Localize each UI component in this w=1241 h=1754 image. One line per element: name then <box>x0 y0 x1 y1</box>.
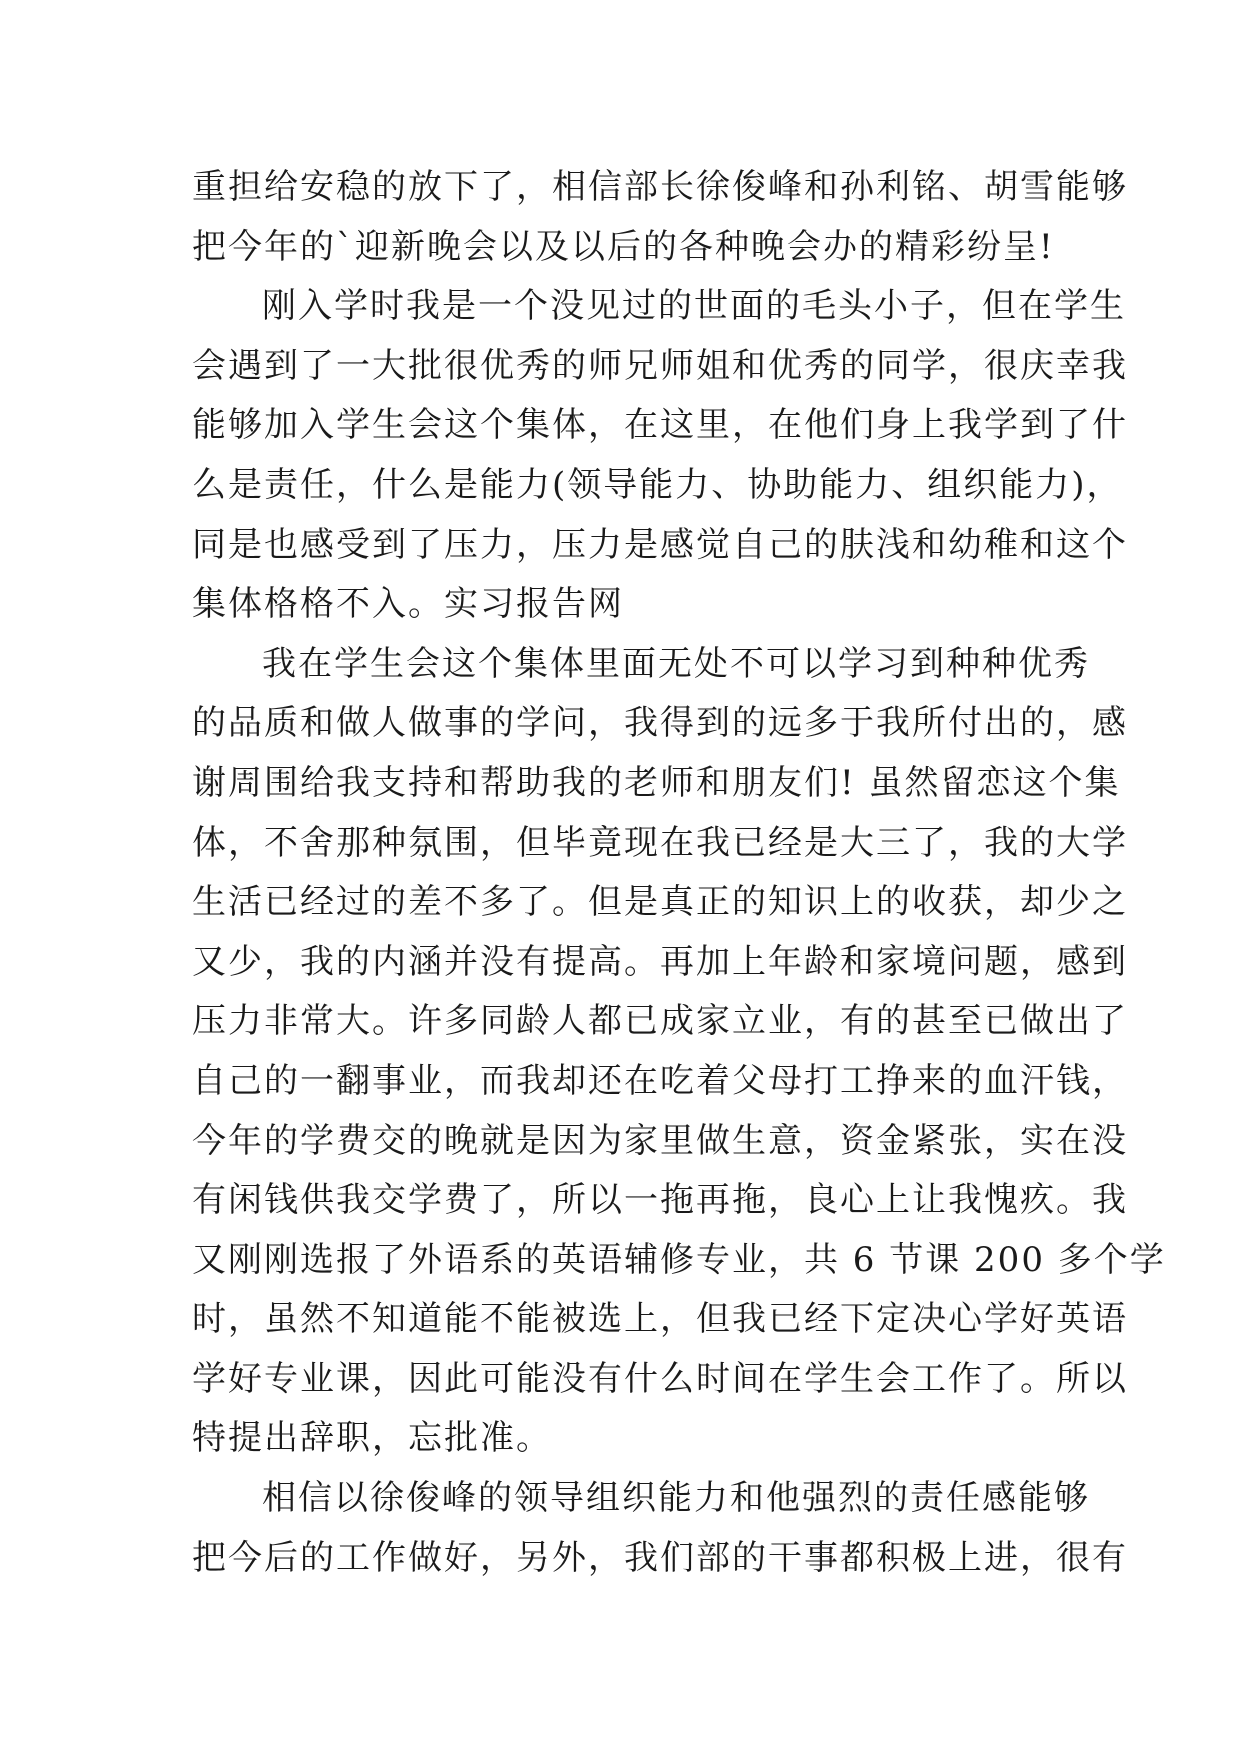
document-body <box>192 158 1166 1588</box>
paragraph-line: 生活已经过的差不多了。但是真正的知识上的收获，却少之 <box>192 882 1128 923</box>
paragraph-line: 时，虽然不知道能不能被选上，但我已经下定决心学好英语 <box>192 1299 1128 1340</box>
paragraph-line: 的品质和做人做事的学问，我得到的远多于我所付出的，感 <box>192 703 1128 744</box>
paragraph-first-line: 刚入学时我是一个没见过的世面的毛头小子，但在学生 <box>262 286 1126 327</box>
paragraph-line: 学好专业课，因此可能没有什么时间在学生会工作了。所以 <box>192 1358 1128 1399</box>
paragraph-line: 重担给安稳的放下了，相信部长徐俊峰和孙利铭、胡雪能够 <box>192 167 1128 207</box>
paragraph-line: 体，不舍那种氛围，但毕竟现在我已经是大三了，我的大学 <box>192 822 1128 863</box>
paragraph-line: 有闲钱供我交学费了，所以一拖再拖，良心上让我愧疚。我 <box>192 1180 1128 1221</box>
paragraph-line: 今年的学费交的晚就是因为家里做生意，资金紧张，实在没 <box>192 1120 1128 1161</box>
paragraph-line: 么是责任，什么是能力(领导能力、协助能力、组织能力)， <box>192 464 1123 505</box>
paragraph-line: 谢周围给我支持和帮助我的老师和朋友们! 虽然留恋这个集 <box>192 762 1121 803</box>
paragraph-line: 集体格格不入。实习报告网 <box>192 584 624 625</box>
paragraph-line: 自己的一翻事业，而我却还在吃着父母打工挣来的血汗钱， <box>192 1060 1128 1101</box>
paragraph-first-line: 相信以徐俊峰的领导组织能力和他强烈的责任感能够 <box>262 1478 1090 1519</box>
paragraph-line: 又少，我的内涵并没有提高。再加上年龄和家境问题，感到 <box>192 941 1128 982</box>
paragraph-line: 特提出辞职，忘批准。 <box>192 1418 552 1459</box>
paragraph-line: 把今后的工作做好，另外，我们部的干事都积极上进，很有 <box>192 1537 1128 1578</box>
paragraph-line: 把今年的`迎新晚会以及以后的各种晚会办的精彩纷呈! <box>192 226 1055 267</box>
paragraph-line: 会遇到了一大批很优秀的师兄师姐和优秀的同学，很庆幸我 <box>192 345 1128 386</box>
paragraph-line: 压力非常大。许多同龄人都已成家立业，有的甚至已做出了 <box>192 1001 1128 1042</box>
paragraph-line: 能够加入学生会这个集体，在这里，在他们身上我学到了什 <box>192 405 1128 446</box>
paragraph-line: 又刚刚选报了外语系的英语辅修专业，共 6 节课 200 多个学 <box>192 1239 1166 1280</box>
paragraph-first-line: 我在学生会这个集体里面无处不可以学习到种种优秀 <box>262 643 1090 684</box>
paragraph-line: 同是也感受到了压力，压力是感觉自己的肤浅和幼稚和这个 <box>192 524 1128 565</box>
